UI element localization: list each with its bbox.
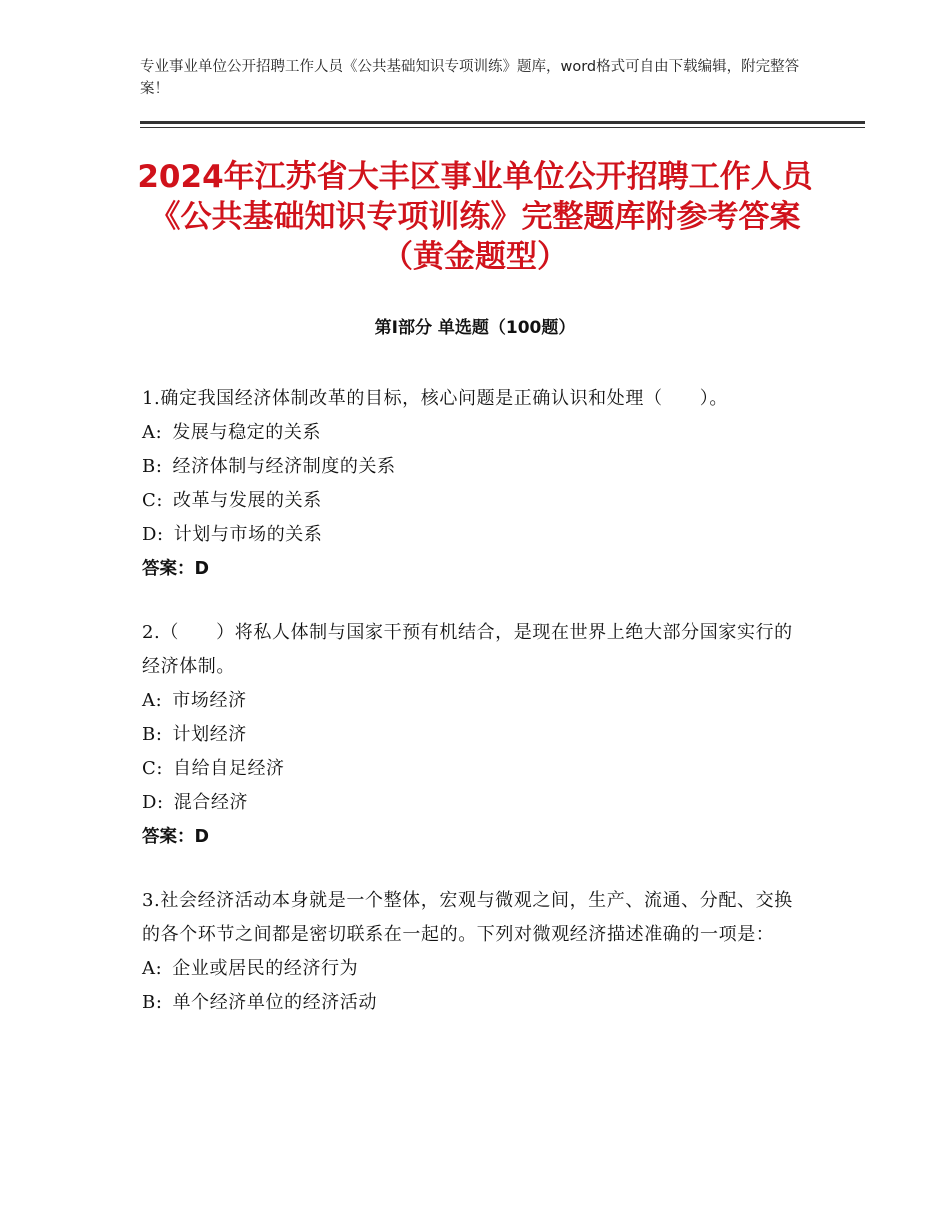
header-divider-thick bbox=[140, 121, 865, 124]
option-text: 自给自足经济 bbox=[173, 758, 285, 779]
option-b bbox=[142, 718, 807, 752]
answer-line: 答案：D bbox=[142, 559, 210, 579]
question-1 bbox=[142, 382, 807, 586]
document-title: 2024年江苏省大丰区事业单位公开招聘工作人员《公共基础知识专项训练》完整题库附参考答案（黄金题型） bbox=[137, 159, 813, 275]
option-c bbox=[142, 484, 807, 518]
option-letter: C: bbox=[142, 490, 164, 511]
option-a bbox=[142, 684, 807, 718]
option-text: 计划与市场的关系 bbox=[173, 524, 323, 545]
section-heading: 第Ⅰ部分 单选题（100题） bbox=[374, 318, 576, 338]
header-note: 专业事业单位公开招聘工作人员《公共基础知识专项训练》题库，word格式可自由下载编辑，附完整答案！ bbox=[140, 59, 800, 97]
option-text: 市场经济 bbox=[172, 690, 247, 711]
option-letter: C: bbox=[142, 758, 164, 779]
option-text: 改革与发展的关系 bbox=[173, 490, 322, 511]
option-text: 经济体制与经济制度的关系 bbox=[172, 456, 396, 477]
option-b bbox=[142, 986, 807, 1020]
question-stem: 3.社会经济活动本身就是一个整体，宏观与微观之间，生产、流通、分配、交换的各个环节之间都是密切联系在一起的。下列对微观经济描述准确的一项是： bbox=[142, 890, 793, 945]
option-letter: A: bbox=[142, 958, 163, 979]
option-letter: B: bbox=[142, 724, 163, 745]
option-letter: A: bbox=[142, 422, 163, 443]
option-a bbox=[142, 416, 807, 450]
question-3 bbox=[142, 884, 807, 1020]
option-text: 混合经济 bbox=[173, 792, 249, 813]
header-divider-thin bbox=[140, 127, 865, 128]
question-stem: 1.确定我国经济体制改革的目标，核心问题是正确认识和处理（ ）。 bbox=[142, 388, 728, 409]
option-letter: D: bbox=[142, 524, 164, 545]
question-stem: 2.（ ）将私人体制与国家干预有机结合，是现在世界上绝大部分国家实行的经济体制。 bbox=[142, 622, 793, 677]
option-b bbox=[142, 450, 807, 484]
option-text: 计划经济 bbox=[172, 724, 247, 745]
question-list bbox=[142, 382, 807, 1050]
option-d bbox=[142, 786, 807, 820]
option-text: 发展与稳定的关系 bbox=[172, 422, 322, 443]
option-letter: A: bbox=[142, 690, 163, 711]
option-d bbox=[142, 518, 807, 552]
option-letter: B: bbox=[142, 992, 163, 1013]
option-letter: D: bbox=[142, 792, 164, 813]
option-a bbox=[142, 952, 807, 986]
answer-line: 答案：D bbox=[142, 827, 210, 847]
question-2 bbox=[142, 616, 807, 854]
option-c bbox=[142, 752, 807, 786]
option-text: 单个经济单位的经济活动 bbox=[172, 992, 378, 1013]
option-text: 企业或居民的经济行为 bbox=[172, 958, 359, 979]
option-letter: B: bbox=[142, 456, 163, 477]
